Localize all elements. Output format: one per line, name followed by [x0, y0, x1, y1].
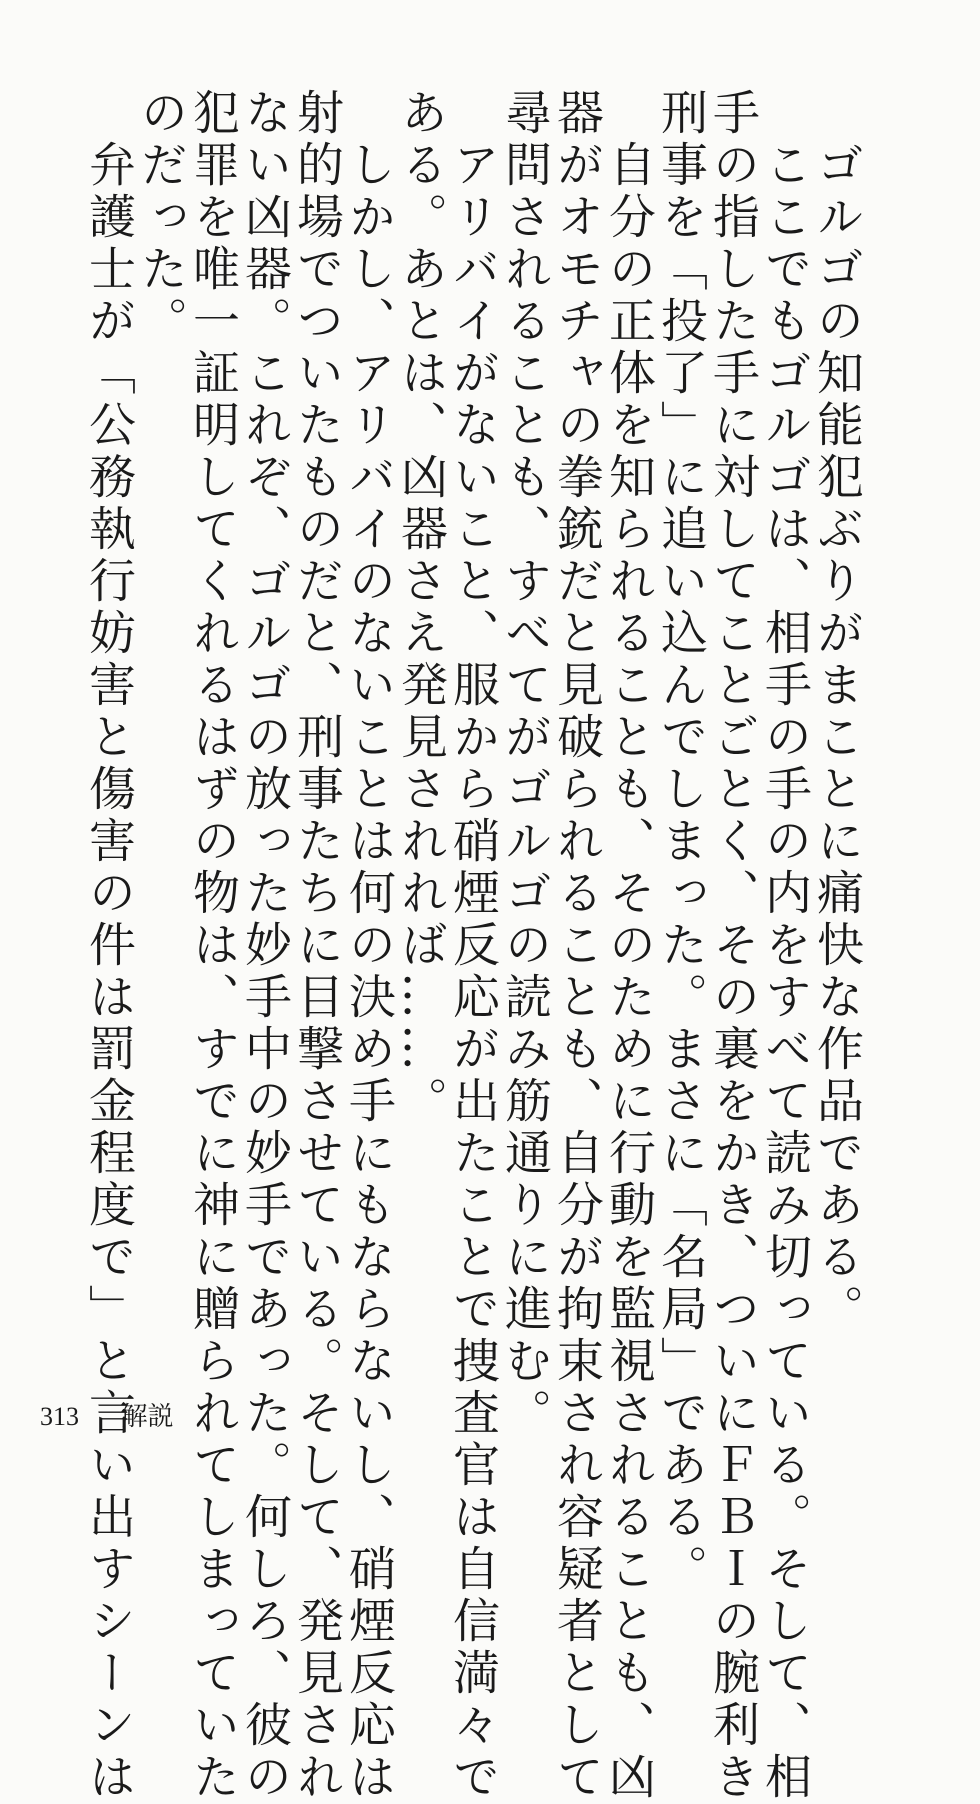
text-line: 刑事を「投了」に追い込んでしまった。まさに「名局」である。	[653, 88, 708, 1596]
text-line: しかし、アリバイのないことは何の決め手にもならないし、硝煙反応は	[341, 88, 396, 1804]
text-line: 器がオモチャの拳銃だと見破られることも、自分が拘束され容疑者として	[549, 88, 604, 1804]
text-line: ここでもゴルゴは、相手の手の内をすべて読み切っている。そして、相	[757, 88, 812, 1804]
text-line: アリバイがないこと、服から硝煙反応が出たことで捜査官は自信満々で	[445, 88, 500, 1804]
text-line: ある。あとは、凶器さえ発見されれば……。	[393, 88, 448, 1128]
text-line: 犯罪を唯一証明してくれるはずの物は、すでに神に贈られてしまっていた	[185, 88, 240, 1804]
page-number: 313	[40, 1402, 79, 1431]
text-line: 尋問されることも、すべてがゴルゴの読み筋通りに進む。	[497, 88, 552, 1440]
text-line: のだった。	[133, 88, 188, 348]
text-line: 手の指した手に対してことごとく、その裏をかき、ついにＦＢＩの腕利き	[705, 88, 760, 1804]
section-title: 解説	[121, 1402, 174, 1431]
text-line: ない凶器。これぞ、ゴルゴの放った妙手中の妙手であった。何しろ、彼の	[237, 88, 292, 1804]
text-line: 自分の正体を知られることも、そのために行動を監視されることも、凶	[601, 88, 656, 1804]
text-line: 射的場でついたものだと、刑事たちに目撃させている。そして、発見され	[289, 88, 344, 1804]
page-footer	[40, 1396, 174, 1433]
text-line: ゴルゴの知能犯ぶりがまことに痛快な作品である。	[809, 88, 864, 1336]
text-line: 弁護士が「公務執行妨害と傷害の件は罰金程度で」と言い出すシーンは	[81, 88, 136, 1804]
